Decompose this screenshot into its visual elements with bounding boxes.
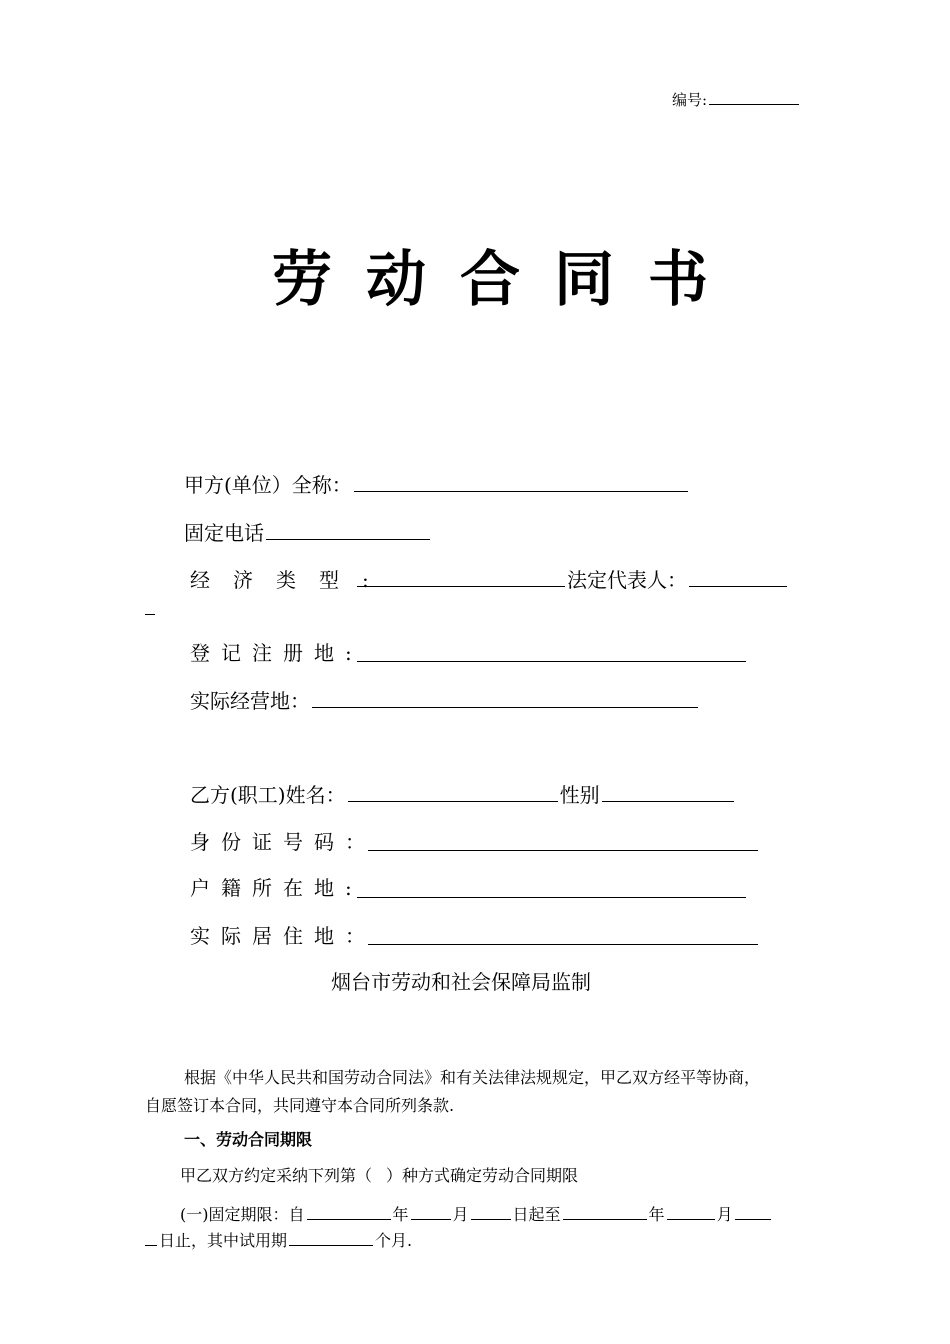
serial-label: 编号:: [672, 91, 708, 109]
preamble-line-2: 自愿签订本合同，共同遵守本合同所列条款.: [145, 1096, 455, 1115]
party-a-reg-label: 登记注册地:: [190, 641, 363, 665]
instruction-post: ）种方式确定劳动合同期限: [386, 1166, 579, 1185]
end-day-blank[interactable]: [735, 1219, 771, 1220]
party-a-business-field: [190, 687, 700, 715]
end-month-blank[interactable]: [667, 1219, 715, 1220]
party-a-econ-blank-wrap: [355, 566, 789, 594]
party-b-id-blank[interactable]: [368, 850, 758, 851]
party-a-business-blank[interactable]: [312, 707, 698, 708]
month2-label: 月: [716, 1205, 733, 1224]
party-b-residence-field: [190, 922, 376, 950]
party-a-name-label: 甲方(单位）全称：: [184, 473, 352, 497]
fixed-term-prefix: (一)固定期限：自: [180, 1205, 305, 1224]
party-a-reg-field: [190, 639, 363, 667]
start-year-blank[interactable]: [307, 1219, 391, 1220]
party-a-legal-rep-label: 法定代表人：: [567, 568, 687, 592]
party-b-name-blank[interactable]: [348, 801, 558, 802]
party-a-legal-rep-blank[interactable]: [689, 586, 787, 587]
serial-blank[interactable]: [709, 104, 799, 105]
supervisor-line: 烟台市劳动和社会保障局监制: [331, 970, 591, 994]
party-a-econ-label: 经济类型:: [190, 568, 392, 592]
instruction-pre: 甲乙双方约定采纳下列第（: [180, 1166, 373, 1185]
party-b-household-blank[interactable]: [357, 897, 746, 898]
year-label: 年: [392, 1205, 409, 1224]
serial-number: [672, 88, 801, 112]
end-day-blank-cont[interactable]: [145, 1245, 157, 1246]
party-b-residence-label: 实际居住地：: [190, 924, 376, 948]
party-b-residence-blank[interactable]: [368, 944, 758, 945]
section-1-heading: 一、劳动合同期限: [184, 1130, 313, 1149]
party-b-id-label: 身份证号码：: [190, 830, 376, 854]
month-label: 月: [452, 1205, 469, 1224]
party-a-business-label: 实际经营地：: [190, 689, 310, 713]
party-b-gender-label: 性别: [559, 783, 600, 807]
line2-mid: 日止，其中试用期: [159, 1231, 288, 1250]
preamble-line-1: 根据《中华人民共和国劳动合同法》和有关法律法规规定，甲乙双方经平等协商，: [184, 1068, 761, 1087]
party-b-name-label: 乙方(职工)姓名：: [190, 783, 346, 807]
year2-label: 年: [648, 1205, 665, 1224]
fixed-term-line-1: [180, 1203, 773, 1227]
day-from-label: 日起至: [512, 1205, 561, 1224]
end-year-blank[interactable]: [563, 1219, 647, 1220]
party-a-phone-field: [184, 519, 432, 547]
section-1-instruction: [180, 1164, 578, 1188]
party-b-name-field: [190, 781, 736, 809]
party-a-reg-blank[interactable]: [357, 661, 746, 662]
start-day-blank[interactable]: [471, 1219, 511, 1220]
party-a-name-blank[interactable]: [354, 491, 688, 492]
fixed-term-line-2: [145, 1229, 412, 1253]
party-a-legal-rep-blank-cont[interactable]: [145, 614, 155, 615]
party-b-household-label: 户籍所在地:: [190, 876, 363, 900]
party-b-gender-blank[interactable]: [602, 801, 734, 802]
party-b-household-field: [190, 874, 363, 902]
line2-end: 个月.: [375, 1231, 413, 1250]
start-month-blank[interactable]: [411, 1219, 451, 1220]
party-b-id-field: [190, 828, 376, 856]
probation-blank[interactable]: [289, 1245, 373, 1246]
document-title: 劳动合同书: [272, 245, 742, 315]
party-a-name-field: [184, 471, 690, 499]
party-a-econ-blank[interactable]: [357, 586, 565, 587]
party-a-phone-blank[interactable]: [266, 539, 430, 540]
party-a-phone-label: 固定电话: [184, 521, 264, 545]
